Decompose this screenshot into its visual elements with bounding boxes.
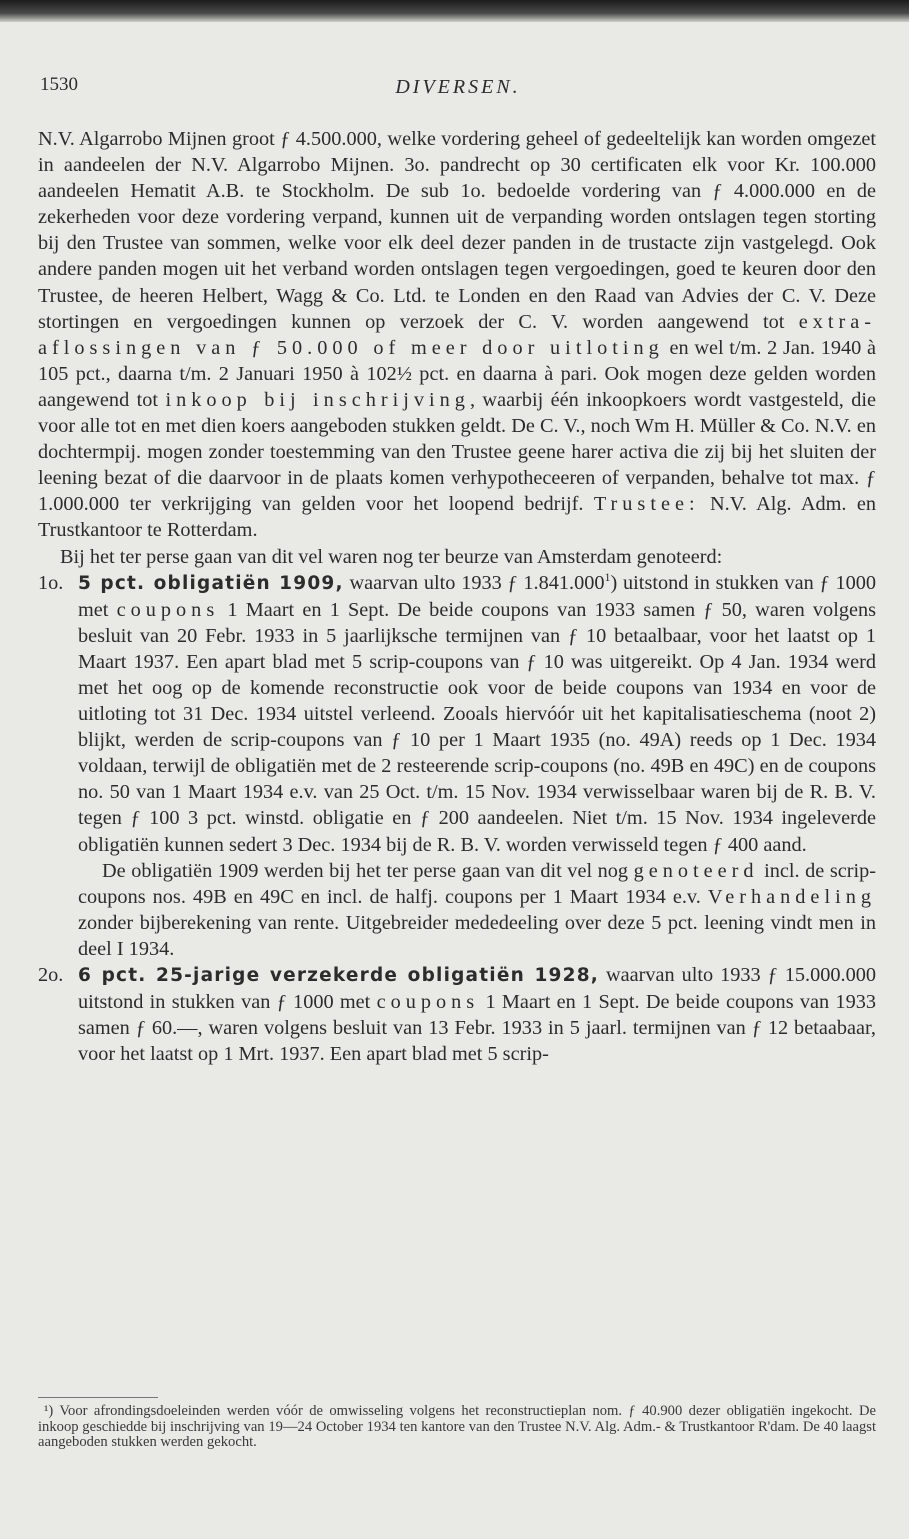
item-text: waarvan ulto 1933 ƒ 15.000.000 uitstond in stukken van ƒ 1000 met: [78, 964, 876, 1014]
trustee-label: Trustee:: [593, 493, 700, 516]
item-spaced: coupons: [116, 598, 220, 621]
list-item-2: [38, 962, 876, 1067]
intro-text-1: N.V. Algarrobo Mijnen groot ƒ 4.500.000, welke vordering geheel of gedeeltelijk kan worden omgezet in aandeelen der N.V. Algarrobo Mijnen. 3o. pandrecht op 30 certificaten elk voor Kr. 100.000 aandeelen Hematit A.B. te Stockholm. De sub 1o. bedoelde vordering van ƒ 4.000.000 en de zekerheden voor deze vordering verpand, kunnen uit de verpanding worden ontslagen tegen storting bij den Trustee van sommen, welke voor elk deel dezer panden in de trustacte zijn vastgelegd. Ook andere panden mogen uit het verband worden ontslagen tegen vergoedingen, goed te keuren door den Trustee, de heeren Helbert, Wagg & Co. Ltd. te Londen en den Raad van Advies der C. V. Deze stortingen en vergoedingen kunnen op verzoek der C. V. worden aangewend tot: [38, 128, 876, 333]
item-number: 1o.: [38, 571, 64, 594]
item-text: ) uitstond in stukken van ƒ 1000 met: [78, 571, 877, 621]
page-header: [40, 74, 876, 104]
footnote-text: ¹) Voor afrondingsdoeleinden werden vóór de omwisseling volgens het reconstructieplan nom. ƒ 40.900 dezer obligatiën ingekocht. De inkoop geschiedde bij inschrijving van 19—24 October 1934 ten kantore van den Trustee N.V. Alg. Adm.- & Trustkantoor R'dam. De 40 laagst aangeboden stukken werden gekocht.: [38, 1403, 876, 1451]
intro-paragraph: [38, 126, 876, 544]
intro-spaced-2: inkoop bij inschrijving: [165, 388, 470, 411]
footnote: [38, 1404, 876, 1451]
page-number: 1530: [40, 74, 78, 95]
intro-paragraph-2: Bij het ter perse gaan van dit vel waren nog ter beurze van Amsterdam genoteerd:: [60, 545, 723, 568]
intro-spaced-1: extra-aflossingen van ƒ 50.000 of meer door uitloting: [38, 310, 876, 359]
intro-text-2: en wel t/m. 2 Jan. 1940 à 105 pct., daarna t/m. 2 Januari 1950 à 102½ pct. en daarna à pari. Ook mogen deze gelden worden aangewend tot: [38, 336, 876, 411]
body-text: [38, 126, 876, 1067]
list-item-1: [38, 570, 876, 858]
footnote-rule: [38, 1397, 158, 1398]
intro-text-4: N.V. Alg. Adm. en Trustkantoor te Rotterdam.: [38, 493, 876, 542]
item-heading: 5 pct. obligatiën 1909,: [78, 572, 344, 594]
item-text: 1 Maart en 1 Sept. De beide coupons van 1933 samen ƒ 50, waren volgens besluit van 20 Febr. 1933 in 5 jaarlijksche termijnen van ƒ 10 betaalbaar, voor het laatst op 1 Maart 1937. Een apart blad met 5 scrip-coupons van ƒ 10 was uitgereikt. Op 4 Jan. 1934 werd met het oog op de komende reconstructie ook voor de beide coupons van 1934 en voor de uitloting tot 31 Dec. 1934 uitstel verleend. Zooals hiervóór uit het kapitalisatieschema (noot 2) blijkt, werden de scrip-coupons van ƒ 10 per 1 Maart 1935 (no. 49A) reeds op 1 Dec. 1934 voldaan, terwijl de obligatiën met de 2 resteerende scrip-coupons (no. 49B en 49C) en de coupons no. 50 van 1 Maart 1934 e.v. van 25 Oct. t/m. 15 Nov. 1934 verwisselbaar waren bij de R. B. V. tegen ƒ 100 3 pct. winstd. obligatie en ƒ 200 aandeelen. Niet t/m. 15 Nov. 1934 ingeleverde obligatiën kunnen sedert 3 Dec. 1934 bij de R. B. V. worden verwisseld tegen ƒ 400 aand.: [78, 598, 877, 856]
scan-top-edge: [0, 0, 909, 22]
note-spaced: genoteerd: [633, 859, 759, 882]
footnote-marker: 1: [604, 569, 611, 584]
item-text: waarvan ulto 1933 ƒ 1.841.000: [343, 571, 605, 594]
intro-text-3: , waarbij één inkoopkoers wordt vastgesteld, die voor alle tot en met dien koers aangeboden stukken geldt. De C. V., noch Wm H. Müller & Co. N.V. en dochtermpij. mogen zonder toestemming van den Trustee geene harer activa die zij bij het sluiten der leening bezat of die daarvoor in de plaats komen verhypotheceeren of verpanden, behalve tot max. ƒ 1.000.000 ter verkrijging van gelden voor het loopend bedrijf.: [38, 388, 876, 516]
note-text: zonder bijberekening van rente. Uitgebreider mededeeling over deze 5 pct. leening vindt men in deel I 1934.: [78, 911, 876, 960]
note-text: De obligatiën 1909 werden bij het ter perse gaan van dit vel nog: [102, 859, 634, 882]
note-text: incl. de scrip-coupons nos. 49B en 49C en incl. de halfj. coupons per 1 Maart 1934 e.v.: [78, 859, 876, 908]
item-spaced: coupons: [376, 991, 480, 1014]
list-item-1-note: [38, 858, 876, 962]
note-spaced: Verhandeling: [707, 885, 876, 908]
item-text: 1 Maart en 1 Sept. De beide coupons van 1933 samen ƒ 60.—, waren volgens besluit van 13 Febr. 1933 in 5 jaarl. termijnen van ƒ 12 betaabaar, voor het laatst op 1 Mrt. 1937. Een apart blad met 5 scrip-: [78, 991, 876, 1066]
item-heading: 6 pct. 25-jarige verzekerde obligatiën 1928,: [78, 965, 599, 986]
running-title: DIVERSEN.: [395, 76, 521, 98]
item-number: 2o.: [38, 964, 64, 986]
